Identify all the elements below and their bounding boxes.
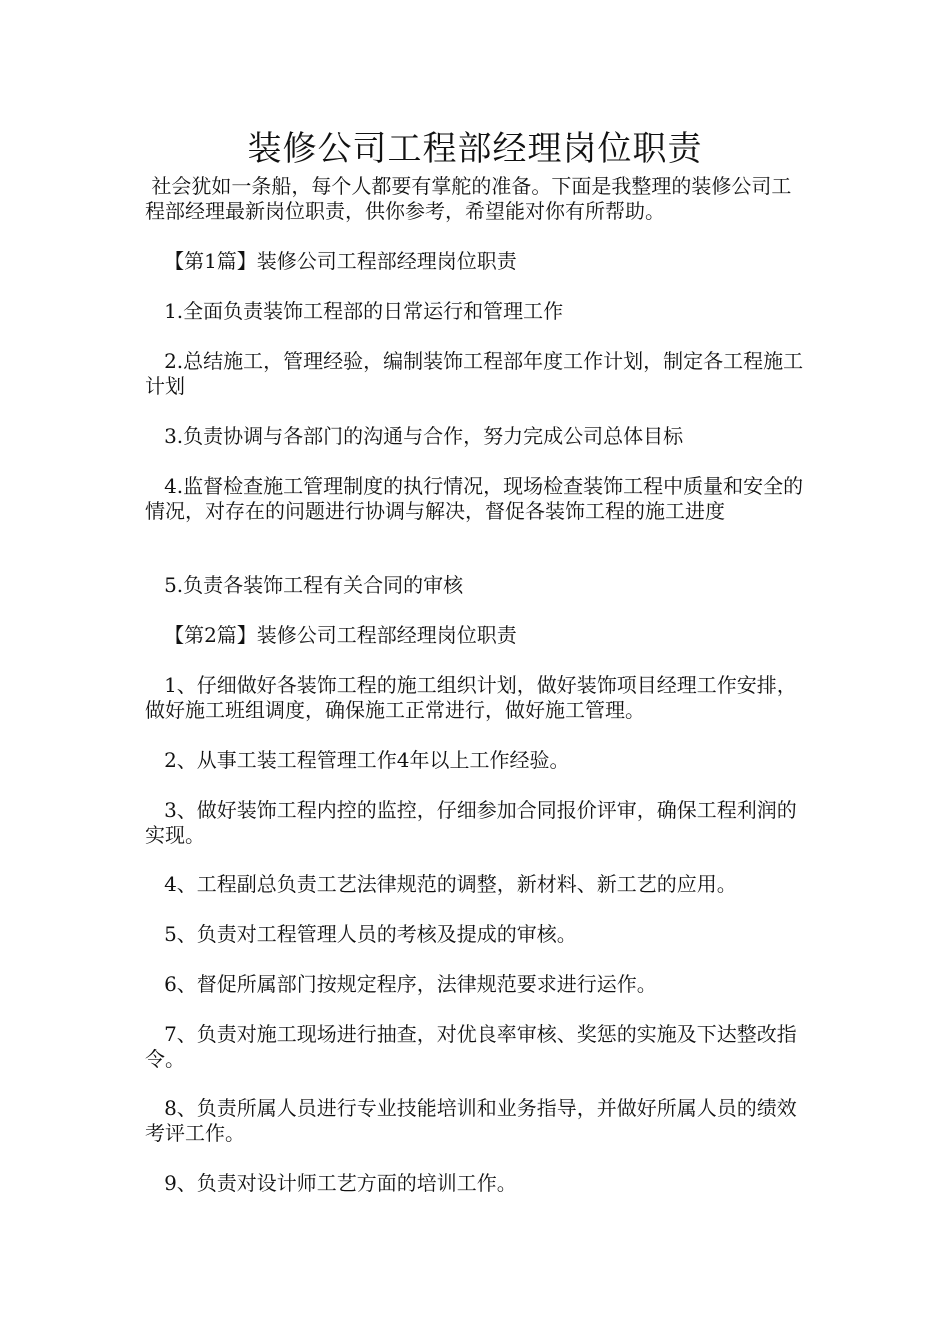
section-1-item-3: 3.负责协调与各部门的沟通与合作，努力完成公司总体目标 (145, 424, 684, 448)
section-2-item-2: 2、从事工装工程管理工作4年以上工作经验。 (145, 748, 570, 772)
section-1-item-4: 4.监督检查施工管理制度的执行情况，现场检查装饰工程中质量和安全的情况，对存在的问题进行协调与解决，督促各装饰工程的施工进度 (145, 474, 804, 523)
section-2-item-1: 1、仔细做好各装饰工程的施工组织计划，做好装饰项目经理工作安排，做好施工班组调度，确保施工正常进行，做好施工管理。 (145, 673, 797, 722)
section-2-item-7: 7、负责对施工现场进行抽查，对优良率审核、奖惩的实施及下达整改指令。 (145, 1022, 797, 1071)
section-1-heading: 【第1篇】装修公司工程部经理岗位职责 (145, 249, 517, 273)
section-2-item-6: 6、督促所属部门按规定程序，法律规范要求进行运作。 (145, 972, 657, 996)
section-2-item-9: 9、负责对设计师工艺方面的培训工作。 (145, 1171, 517, 1195)
document-title: 装修公司工程部经理岗位职责 (247, 129, 703, 169)
section-1-item-1: 1.全面负责装饰工程部的日常运行和管理工作 (145, 299, 564, 323)
section-1-item-2: 2.总结施工，管理经验，编制装饰工程部年度工作计划，制定各工程施工计划 (145, 349, 804, 398)
section-2-item-3: 3、做好装饰工程内控的监控，仔细参加合同报价评审，确保工程利润的实现。 (145, 798, 797, 847)
section-2-item-4: 4、工程副总负责工艺法律规范的调整，新材料、新工艺的应用。 (145, 872, 737, 896)
section-2-heading: 【第2篇】装修公司工程部经理岗位职责 (145, 623, 517, 647)
intro-paragraph: 社会犹如一条船，每个人都要有掌舵的准备。下面是我整理的装修公司工程部经理最新岗位职责，供你参考，希望能对你有所帮助。 (145, 174, 792, 223)
section-2-item-5: 5、负责对工程管理人员的考核及提成的审核。 (145, 922, 577, 946)
section-1-item-5: 5.负责各装饰工程有关合同的审核 (145, 573, 464, 597)
section-2-item-8: 8、负责所属人员进行专业技能培训和业务指导，并做好所属人员的绩效考评工作。 (145, 1096, 797, 1145)
